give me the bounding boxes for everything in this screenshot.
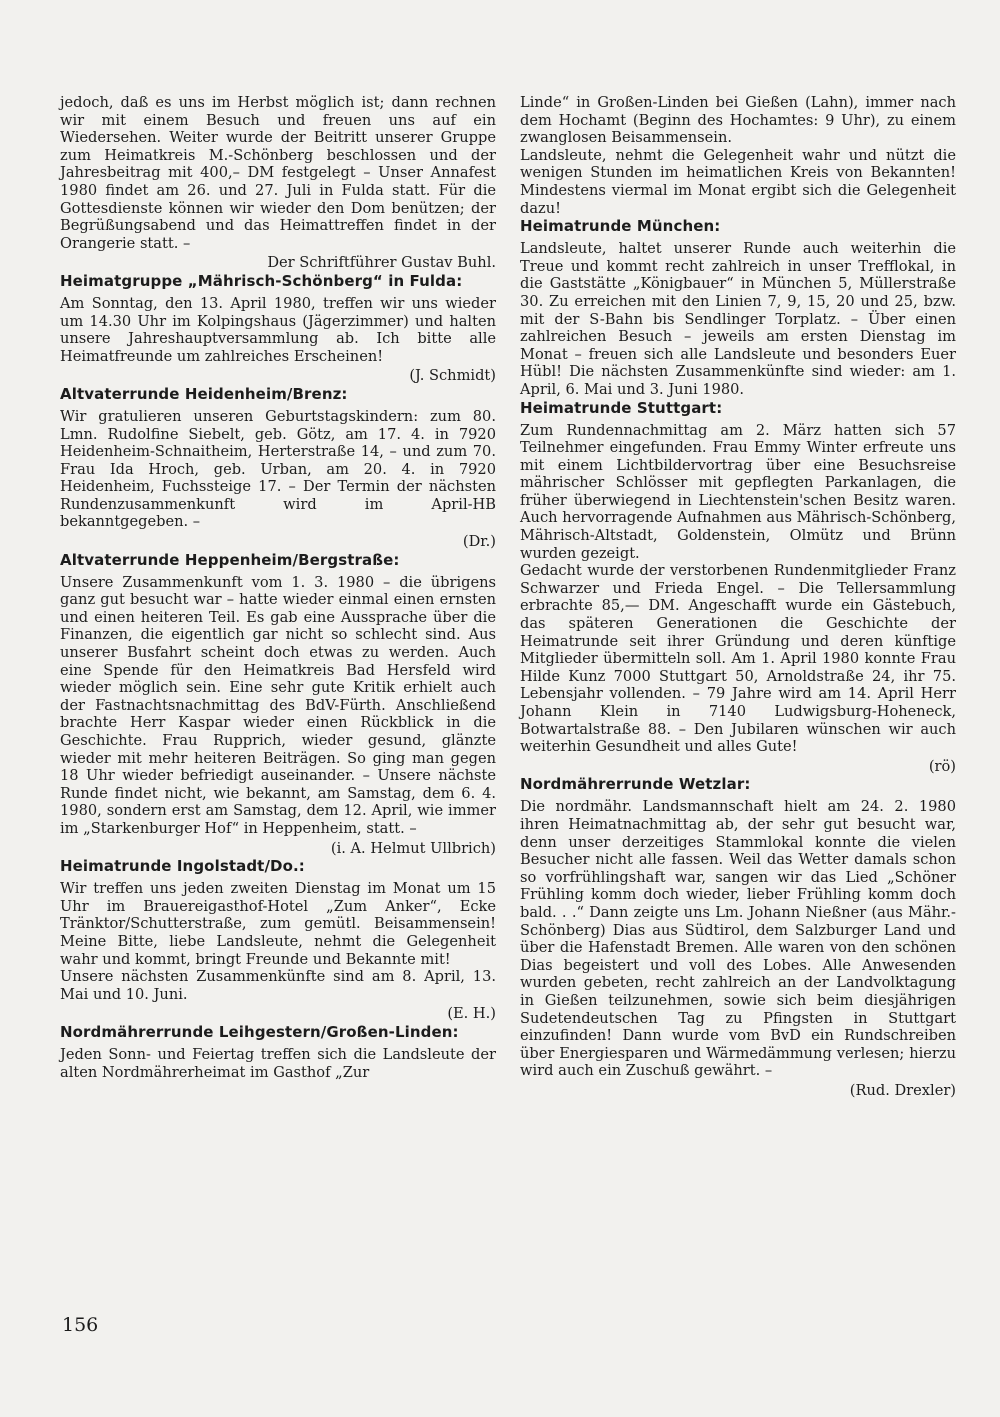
stuttgart-paragraph: Zum Rundennachmittag am 2. März hatten sich 57 Teilnehmer eingefunden. Frau Emmy Winter erfreute uns mit einem Lichtbildervortrag über eine Besuchsreise mährischer Schlösser mit gepflegten Parkanlagen, die früher überwiegend in Liechtenstein'schen Besitz waren. Auch hervorragende Aufnahmen aus Mährisch-Schönberg, Mährisch-Altstadt, Goldenstein, Olmütz und Brünn wurden gezeigt. xyxy=(520,421,956,562)
left-column xyxy=(60,94,496,1081)
stuttgart-signature: (rö) xyxy=(928,757,956,775)
stuttgart-heading: Heimatrunde Stuttgart: xyxy=(520,398,723,417)
heidenheim-heading: Altvaterrunde Heidenheim/Brenz: xyxy=(60,384,348,403)
heppenheim-section xyxy=(60,551,496,858)
ingolstadt-heading: Heimatrunde Ingolstadt/Do.: xyxy=(60,857,305,876)
wetzlar-signature: (Rud. Drexler) xyxy=(849,1081,956,1099)
right-column xyxy=(520,94,956,1099)
muenchen-heading: Heimatrunde München: xyxy=(520,217,721,236)
stuttgart-section xyxy=(520,399,956,776)
fulda-paragraph: Am Sonntag, den 13. April 1980, treffen wir uns wieder um 14.30 Uhr im Kolpingshaus (Jägerzimmer) und halten unsere Jahreshauptversammlung ab. Ich bitte alle Heimatfreunde um zahlreiches Erscheinen! xyxy=(60,294,496,365)
muenchen-paragraph: Landsleute, haltet unserer Runde auch weiterhin die Treue und kommt recht zahlreich in unser Trefflokal, in die Gaststätte „Königbauer“ in München 5, Müllerstraße 30. Zu erreichen mit den Linien 7, 9, 15, 20 und 25, bzw. mit der S-Bahn bis Sendlinger Torplatz. – Über einen zahlreichen Besuch – jeweils am ersten Dienstag im Monat – freuen sich alle Landsleute und besonders Euer Hübl! Die nächsten Zusammenkünfte sind wieder: am 1. April, 6. Mai und 3. Juni 1980. xyxy=(520,240,956,398)
wetzlar-section xyxy=(520,775,956,1099)
muenchen-section xyxy=(520,217,956,398)
wetzlar-paragraph: Die nordmähr. Landsmannschaft hielt am 24. 2. 1980 ihren Heimatnachmittag ab, der sehr gut besucht war, denn unser derzeitiges Stammlokal konnte die vielen Besucher nicht alle fassen. Weil das Wetter damals schon so vorfrühlingshaft war, sangen wir das Lied „Schöner Frühling komm doch wieder, lieber Frühling komm doch bald. . .“ Dann zeigte uns Lm. Johann Nießner (aus Mähr.-Schönberg) Dias aus Südtirol, dem Salzburger Land und über die Hafenstadt Bremen. Alle waren von den schönen Dias begeistert und voll des Lobes. Alle Anwesenden wurden gebeten, recht zahlreich an der Landvolktagung in Gießen teilzunehmen, sowie sich beim diesjährigen Sudetendeutschen Tag zu Pfingsten in Stuttgart einzufinden! Dann wurde vom BvD ein Rundschreiben über Energiesparen und Wärmedämmung verlesen; hierzu wird auch ein Zuschuß gewährt. – xyxy=(520,798,956,1080)
leihgestern-heading: Nordmährerrunde Leihgestern/Großen-Linden: xyxy=(60,1022,459,1041)
wetzlar-heading: Nordmährerrunde Wetzlar: xyxy=(520,775,751,794)
fulda-heading: Heimatgruppe „Mährisch-Schönberg“ in Fulda: xyxy=(60,271,463,290)
ingolstadt-signature: (E. H.) xyxy=(447,1005,496,1023)
heidenheim-signature: (Dr.) xyxy=(462,533,496,551)
ingolstadt-paragraph: Wir treffen uns jeden zweiten Dienstag im Monat um 15 Uhr im Brauereigasthof-Hotel „Zum Anker“, Ecke Tränktor/Schutterstraße, zum gemütl. Beisammensein! Meine Bitte, liebe Landsleute, nehmt die Gelegenheit wahr und kommt, bringt Freunde und Bekannte mit! xyxy=(60,880,496,968)
leihgestern-section xyxy=(60,1023,496,1081)
intro-section xyxy=(60,94,496,272)
fulda-section xyxy=(60,272,496,385)
heidenheim-paragraph: Wir gratulieren unseren Geburtstagskindern: zum 80. Lmn. Rudolfine Siebelt, geb. Götz, am 17. 4. in 7920 Heidenheim-Schnaitheim, Herterstraße 14, – und zum 70. Frau Ida Hroch, geb. Urban, am 20. 4. in 7920 Heidenheim, Fuchssteige 17. – Der Termin der nächsten Rundenzusammenkunft wird im April-HB bekanntgegeben. – xyxy=(60,407,496,531)
stuttgart-paragraph-2: Gedacht wurde der verstorbenen Rundenmitglieder Franz Schwarzer und Frieda Engel. – Die Tellersammlung erbrachte 85,— DM. Angeschafft wurde ein Gästebuch, das späteren Generationen die Geschichte der Heimatrunde seit ihrer Gründung und deren künftige Mitglieder übermitteln soll. Am 1. April 1980 konnte Frau Hilde Kunz 7000 Stuttgart 50, Arnoldstraße 24, ihr 75. Lebensjahr vollenden. – 79 Jahre wird am 14. April Herr Johann Klein in 7140 Ludwigsburg-Hoheneck, Botwartalstraße 88. – Den Jubilaren wünschen wir auch weiterhin Gesundheit und alles Gute! xyxy=(520,562,956,756)
page-number: 156 xyxy=(62,1314,99,1336)
ingolstadt-paragraph-2: Unsere nächsten Zusammenkünfte sind am 8. April, 13. Mai und 10. Juni. xyxy=(60,968,496,1003)
heppenheim-signature: (i. A. Helmut Ullbrich) xyxy=(330,839,496,857)
leihgestern-continued-paragraph-2: Landsleute, nehmt die Gelegenheit wahr und nützt die wenigen Stunden im heimatlichen Kreis von Bekannten! Mindestens viermal im Monat ergibt sich die Gelegenheit dazu! xyxy=(520,146,956,217)
heidenheim-section xyxy=(60,385,496,551)
leihgestern-continued-paragraph: Linde“ in Großen-Linden bei Gießen (Lahn), immer nach dem Hochamt (Beginn des Hochamtes: 9 Uhr), zu einem zwanglosen Beisammensein. xyxy=(520,94,956,147)
intro-signature: Der Schriftführer Gustav Buhl. xyxy=(267,254,496,272)
heppenheim-paragraph: Unsere Zusammenkunft vom 1. 3. 1980 – die übrigens ganz gut besucht war – hatte wieder einmal einen ernsten und einen heiteren Teil. Es gab eine Aussprache über die Finanzen, die eigentlich gar nicht so schlecht sind. Aus unserer Busfahrt scheint doch etwas zu werden. Auch eine Spende für den Heimatkreis Bad Hersfeld wird wieder möglich sein. Eine sehr gute Kritik erhielt auch der Fastnachtsnachmittag des BdV-Fürth. Anschließend brachte Herr Kaspar wieder einen Rückblick in die Geschichte. Frau Rupprich, wieder gesund, glänzte wieder mit mehr heiteren Beiträgen. So ging man gegen 18 Uhr wieder befriedigt auseinander. – Unsere nächste Runde findet nicht, wie bekannt, am Samstag, dem 6. 4. 1980, sondern erst am Samstag, dem 12. April, wie immer im „Starkenburger Hof“ in Heppenheim, statt. – xyxy=(60,573,496,837)
intro-paragraph: jedoch, daß es uns im Herbst möglich ist; dann rechnen wir mit einem Besuch und freuen uns auf ein Wiedersehen. Weiter wurde der Beitritt unserer Gruppe zum Heimatkreis M.-Schönberg beschlossen und der Jahresbeitrag mit 400,– DM festgelegt – Unser Annafest 1980 findet am 26. und 27. Juli in Fulda statt. Für die Gottesdienste können wir wieder den Dom benützen; der Begrüßungsabend und das Heimattreffen findet in der Orangerie statt. – xyxy=(60,94,496,252)
leihgestern-paragraph: Jeden Sonn- und Feiertag treffen sich die Landsleute der alten Nordmährerheimat im Gasthof „Zur xyxy=(60,1045,496,1081)
heppenheim-heading: Altvaterrunde Heppenheim/Bergstraße: xyxy=(60,550,400,569)
ingolstadt-section xyxy=(60,857,496,1023)
fulda-signature: (J. Schmidt) xyxy=(409,367,496,385)
leihgestern-continued xyxy=(520,94,956,217)
